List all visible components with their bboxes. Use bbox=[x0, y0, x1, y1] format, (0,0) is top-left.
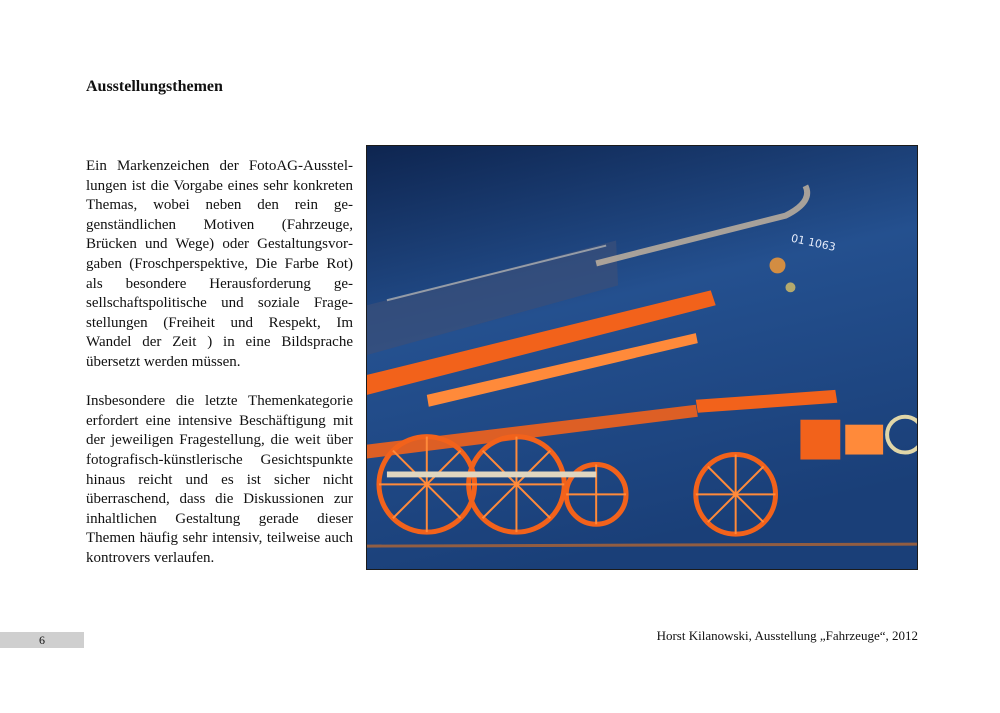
page-number: 6 bbox=[0, 632, 84, 648]
locomotive-illustration bbox=[367, 146, 917, 569]
paragraph-2: Insbesondere die letzte Themenkategorie erfordert eine intensive Beschäftigung mit der jeweiligen Fragestellung, die weit über fotografisch-künstlerische Gesichtspunkte hinaus reicht und es ist sicher nicht überraschend, dass die Diskussionen zur inhaltlichen Gestaltung gerade dieser Themen häufig sehr intensiv, teilweise auch kontrovers verlaufen. bbox=[86, 393, 353, 566]
locomotive-number-label: 01 1063 bbox=[789, 231, 837, 254]
page-heading: Ausstellungsthemen bbox=[86, 78, 223, 95]
body-text-column bbox=[86, 157, 353, 588]
paragraph-1: Ein Markenzeichen der FotoAG-Ausstellungen ist die Vorgabe eines sehr konkreten Themas, wobei neben den rein gegenständlichen Motiven (Fahrzeuge, Brücken und Wege) oder Gestaltungsvorgaben (Froschperspektive, Die Farbe Rot) als besondere Herausforderung gesellschaftspolitische und soziale Fragestellungen (Freiheit und Respekt, Im Wandel der Zeit ) in eine Bildsprache übersetzt werden müssen. bbox=[86, 158, 353, 370]
locomotive-photo bbox=[366, 145, 918, 570]
footer-caption: Horst Kilanowski, Ausstellung „Fahrzeuge“, 2012 bbox=[656, 628, 918, 643]
